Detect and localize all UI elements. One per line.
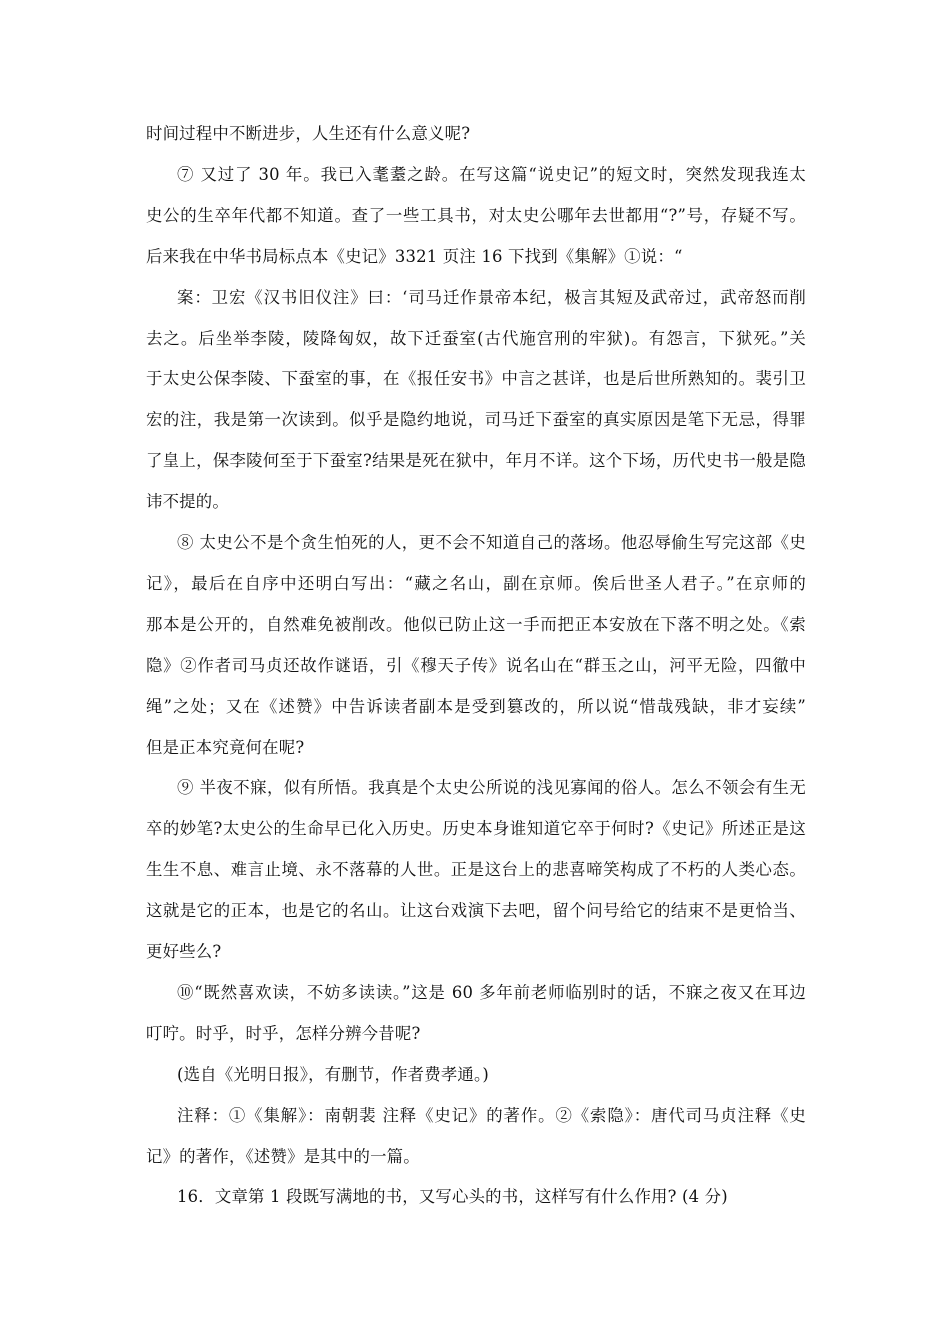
text-line: 了皇上，保李陵何至于下蚕室?结果是死在狱中，年月不详。这个下场，历代史书一般是隐 [146,451,806,470]
text-line: 史公的生卒年代都不知道。查了一些工具书，对太史公哪年去世都用“?”号，存疑不写。 [146,206,806,225]
question-16: 16．文章第 1 段既写满地的书，又写心头的书，这样写有什么作用? (4 分) [177,1187,728,1206]
text-line: 宏的注，我是第一次读到。似乎是隐约地说，司马迁下蚕室的真实原因是笔下无忌，得罪 [146,410,806,429]
text-line: 讳不提的。 [146,492,229,511]
footnote-line: 注释：①《集解》：南朝裴 注释《史记》的著作。②《索隐》：唐代司马贞注释《史 [177,1106,806,1125]
text-line: 时间过程中不断进步，人生还有什么意义呢? [146,124,471,143]
text-line: ⑩“既然喜欢读，不妨多读读。”这是 60 多年前老师临别时的话，不寐之夜又在耳边 [177,983,806,1002]
text-line: 去之。后坐举李陵，陵降匈奴，故下迁蚕室(古代施宫刑的牢狱)。有怨言，下狱死。”关 [146,329,806,348]
text-line: ⑧ 太史公不是个贪生怕死的人，更不会不知道自己的落场。他忍辱偷生写完这部《史 [177,533,806,552]
text-line: 案：卫宏《汉书旧仪注》曰：‘司马迁作景帝本纪，极言其短及武帝过，武帝怒而削 [177,288,806,307]
text-line: 隐》②作者司马贞还故作谜语，引《穆天子传》说名山在“群玉之山，河平无险，四徹中 [146,656,806,675]
text-line: ⑦ 又过了 30 年。我已入耄耋之龄。在写这篇“说史记”的短文时，突然发现我连太 [177,165,806,184]
text-line: 这就是它的正本，也是它的名山。让这台戏演下去吧，留个问号给它的结束不是更恰当、 [146,901,806,920]
source-note: (选自《光明日报》，有删节，作者费孝通。) [177,1065,490,1084]
text-line: 后来我在中华书局标点本《史记》3321 页注 16 下找到《集解》①说：“ [146,247,683,266]
text-line: 那本是公开的，自然难免被削改。他似已防止这一手而把正本安放在下落不明之处。《索 [146,615,806,634]
footnote-line: 记》的著作，《述赞》是其中的一篇。 [146,1147,420,1166]
text-line: 绳”之处；又在《述赞》中告诉读者副本是受到篡改的，所以说“惜哉残缺，非才妄续” [146,697,806,716]
text-line: 叮咛。时乎，时乎，怎样分辨今昔呢? [146,1024,421,1043]
text-line: 更好些么? [146,942,222,961]
text-line: 记》，最后在自序中还明白写出：“藏之名山，副在京师。俟后世圣人君子。”在京师的 [146,574,806,593]
text-line: ⑨ 半夜不寐，似有所悟。我真是个太史公所说的浅见寡闻的俗人。怎么不领会有生无 [177,778,806,797]
text-line: 于太史公保李陵、下蚕室的事，在《报任安书》中言之甚详，也是后世所熟知的。裴引卫 [146,369,806,388]
text-line: 卒的妙笔?太史公的生命早已化入历史。历史本身谁知道它卒于何时?《史记》所述正是这 [146,819,806,838]
text-line: 生生不息、难言止境、永不落幕的人世。正是这台上的悲喜啼笑构成了不朽的人类心态。 [146,860,806,879]
text-line: 但是正本究竟何在呢? [146,738,305,757]
